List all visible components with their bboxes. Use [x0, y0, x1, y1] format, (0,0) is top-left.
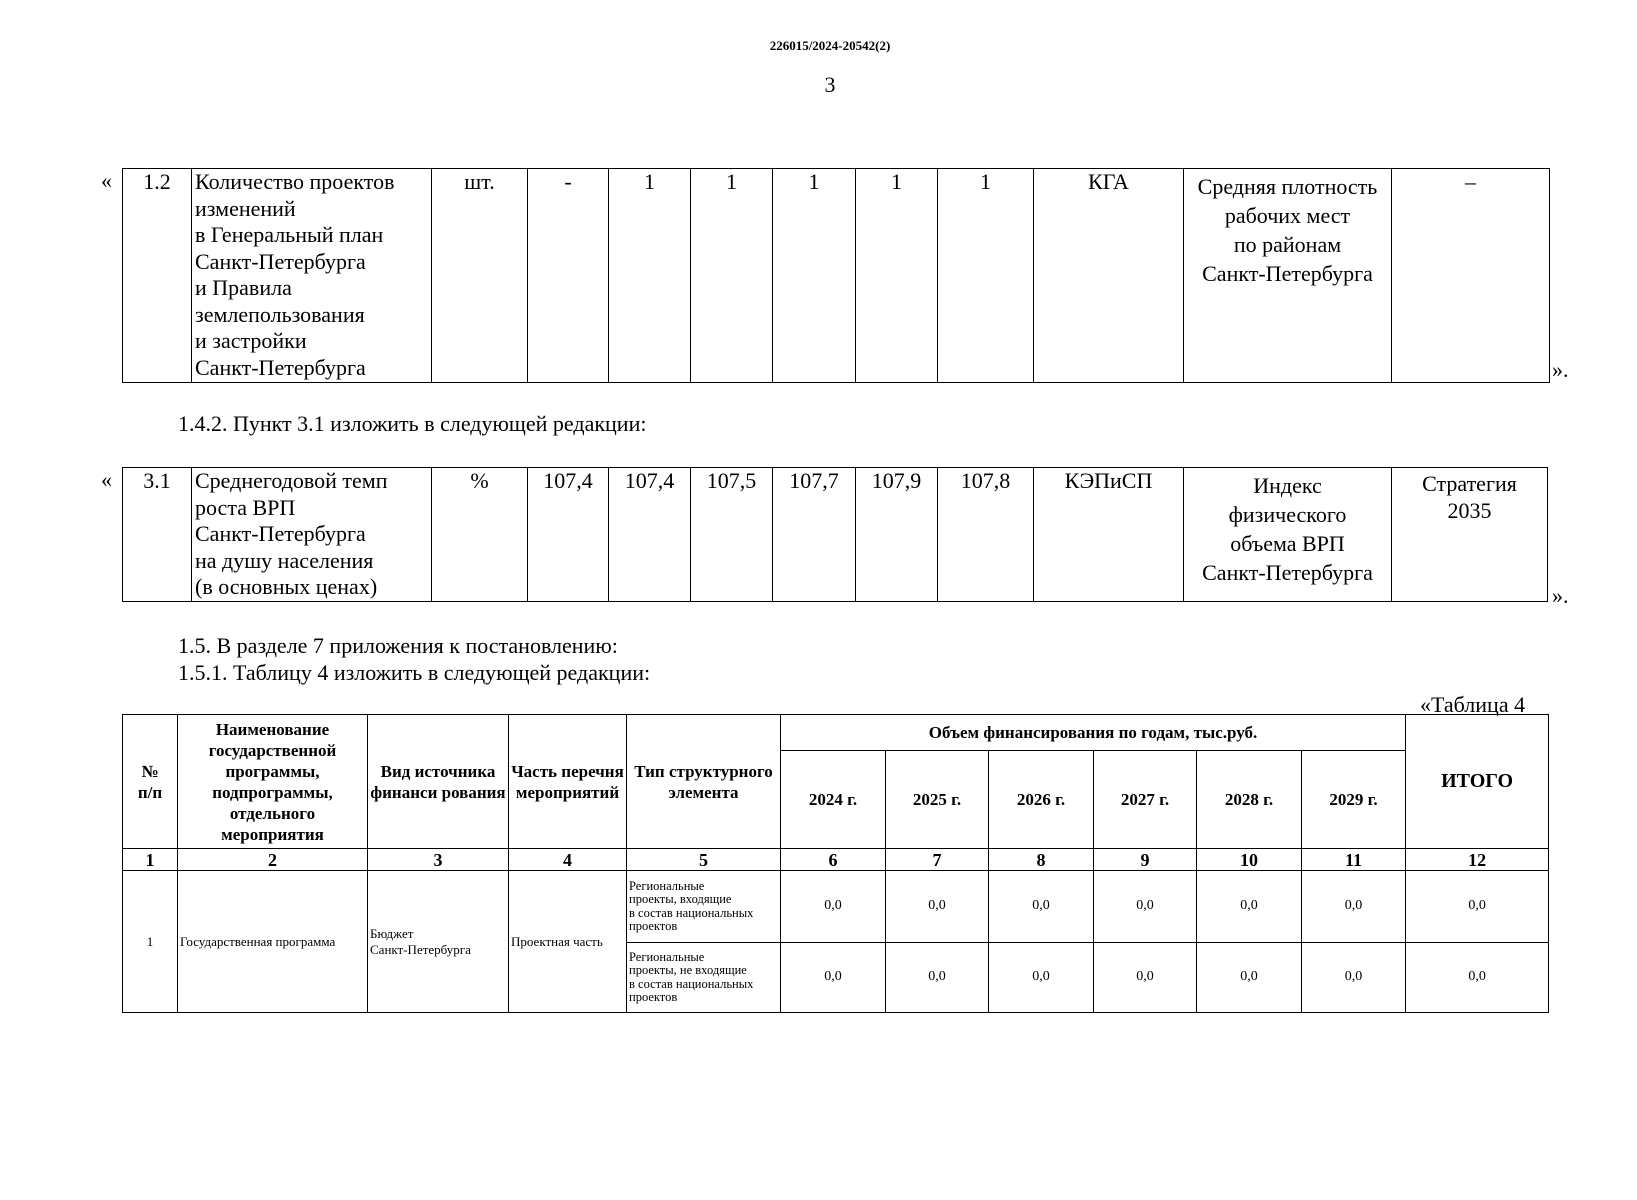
strategy-cell: Стратегия 2035	[1392, 468, 1548, 602]
element-type: Региональные проекты, не входящие в состав национальных проектов	[627, 943, 781, 1013]
column-number: 9	[1094, 849, 1197, 871]
column-number: 7	[886, 849, 989, 871]
funding-table	[122, 714, 1549, 1013]
page-number: 3	[824, 72, 836, 97]
amount-cell: 0,0	[1197, 943, 1302, 1013]
indicator-table-row-3-1	[122, 467, 1548, 602]
header-year: 2027 г.	[1094, 751, 1197, 849]
column-number: 4	[509, 849, 627, 871]
paragraph-1-5: 1.5. В разделе 7 приложения к постановлению:	[178, 633, 618, 658]
indicator-name: Количество проектов изменений в Генеральный план Санкт-Петербурга и Правила землепользования и застройки Санкт-Петербурга	[192, 169, 432, 383]
unit: шт.	[432, 169, 528, 383]
value-cell: 107,4	[609, 468, 691, 602]
column-number: 12	[1406, 849, 1549, 871]
close-quote: ».	[1552, 357, 1569, 382]
row-number: 1.2	[123, 169, 192, 383]
header-year: 2029 г.	[1302, 751, 1406, 849]
total-cell: 0,0	[1406, 871, 1549, 943]
amount-cell: 0,0	[1197, 871, 1302, 943]
open-quote: «	[101, 168, 112, 193]
column-number: 2	[178, 849, 368, 871]
indicator-table-row-1-2	[122, 168, 1550, 383]
header-year: 2025 г.	[886, 751, 989, 849]
responsible: КГА	[1034, 169, 1184, 383]
target-indicator: Индекс физического объема ВРП Санкт-Петербурга	[1184, 468, 1392, 602]
funding-source: Бюджет Санкт-Петербурга	[368, 871, 509, 1013]
column-number: 6	[781, 849, 886, 871]
target-indicator: Средняя плотность рабочих мест по районам Санкт-Петербурга	[1184, 169, 1392, 383]
value-cell: 107,7	[773, 468, 856, 602]
program-part: Проектная часть	[509, 871, 627, 1013]
header-part: Часть перечня мероприятий	[509, 715, 627, 849]
amount-cell: 0,0	[1302, 943, 1406, 1013]
strategy-cell: –	[1392, 169, 1550, 383]
header-year: 2028 г.	[1197, 751, 1302, 849]
value-cell: 107,4	[528, 468, 609, 602]
value-cell: 107,9	[856, 468, 938, 602]
header-source: Вид источника финанси рования	[368, 715, 509, 849]
value-cell: 107,5	[691, 468, 773, 602]
responsible: КЭПиСП	[1034, 468, 1184, 602]
header-funding: Объем финансирования по годам, тыс.руб.	[781, 715, 1406, 751]
table-caption: «Таблица 4	[1420, 692, 1526, 717]
column-number: 11	[1302, 849, 1406, 871]
element-type: Региональные проекты, входящие в состав национальных проектов	[627, 871, 781, 943]
value-cell: 1	[938, 169, 1034, 383]
header-type: Тип структурного элемента	[627, 715, 781, 849]
row-num: 1	[123, 871, 178, 1013]
document-id: 226015/2024-20542(2)	[769, 38, 891, 53]
amount-cell: 0,0	[886, 871, 989, 943]
column-number: 10	[1197, 849, 1302, 871]
amount-cell: 0,0	[886, 943, 989, 1013]
program-name: Государственная программа	[178, 871, 368, 1013]
amount-cell: 0,0	[989, 943, 1094, 1013]
value-cell: 1	[609, 169, 691, 383]
amount-cell: 0,0	[989, 871, 1094, 943]
value-cell: -	[528, 169, 609, 383]
column-number: 3	[368, 849, 509, 871]
row-number: 3.1	[123, 468, 192, 602]
header-num: № п/п	[123, 715, 178, 849]
amount-cell: 0,0	[781, 871, 886, 943]
column-number: 5	[627, 849, 781, 871]
amount-cell: 0,0	[1094, 871, 1197, 943]
value-cell: 1	[773, 169, 856, 383]
column-number: 8	[989, 849, 1094, 871]
value-cell: 1	[691, 169, 773, 383]
header-year: 2024 г.	[781, 751, 886, 849]
amount-cell: 0,0	[781, 943, 886, 1013]
header-total: ИТОГО	[1406, 715, 1549, 849]
amount-cell: 0,0	[1094, 943, 1197, 1013]
header-name: Наименование государственной программы, подпрограммы, отдельного мероприятия	[178, 715, 368, 849]
open-quote: «	[101, 467, 112, 492]
unit: %	[432, 468, 528, 602]
paragraph-1-5-1: 1.5.1. Таблицу 4 изложить в следующей редакции:	[178, 660, 651, 685]
value-cell: 107,8	[938, 468, 1034, 602]
header-year: 2026 г.	[989, 751, 1094, 849]
amount-cell: 0,0	[1302, 871, 1406, 943]
indicator-name: Среднегодовой темп роста ВРП Санкт-Петербурга на душу населения (в основных ценах)	[192, 468, 432, 602]
value-cell: 1	[856, 169, 938, 383]
paragraph-1-4-2: 1.4.2. Пункт 3.1 изложить в следующей редакции:	[178, 411, 647, 436]
close-quote: ».	[1552, 583, 1569, 608]
total-cell: 0,0	[1406, 943, 1549, 1013]
column-number: 1	[123, 849, 178, 871]
table-row	[123, 871, 1549, 943]
